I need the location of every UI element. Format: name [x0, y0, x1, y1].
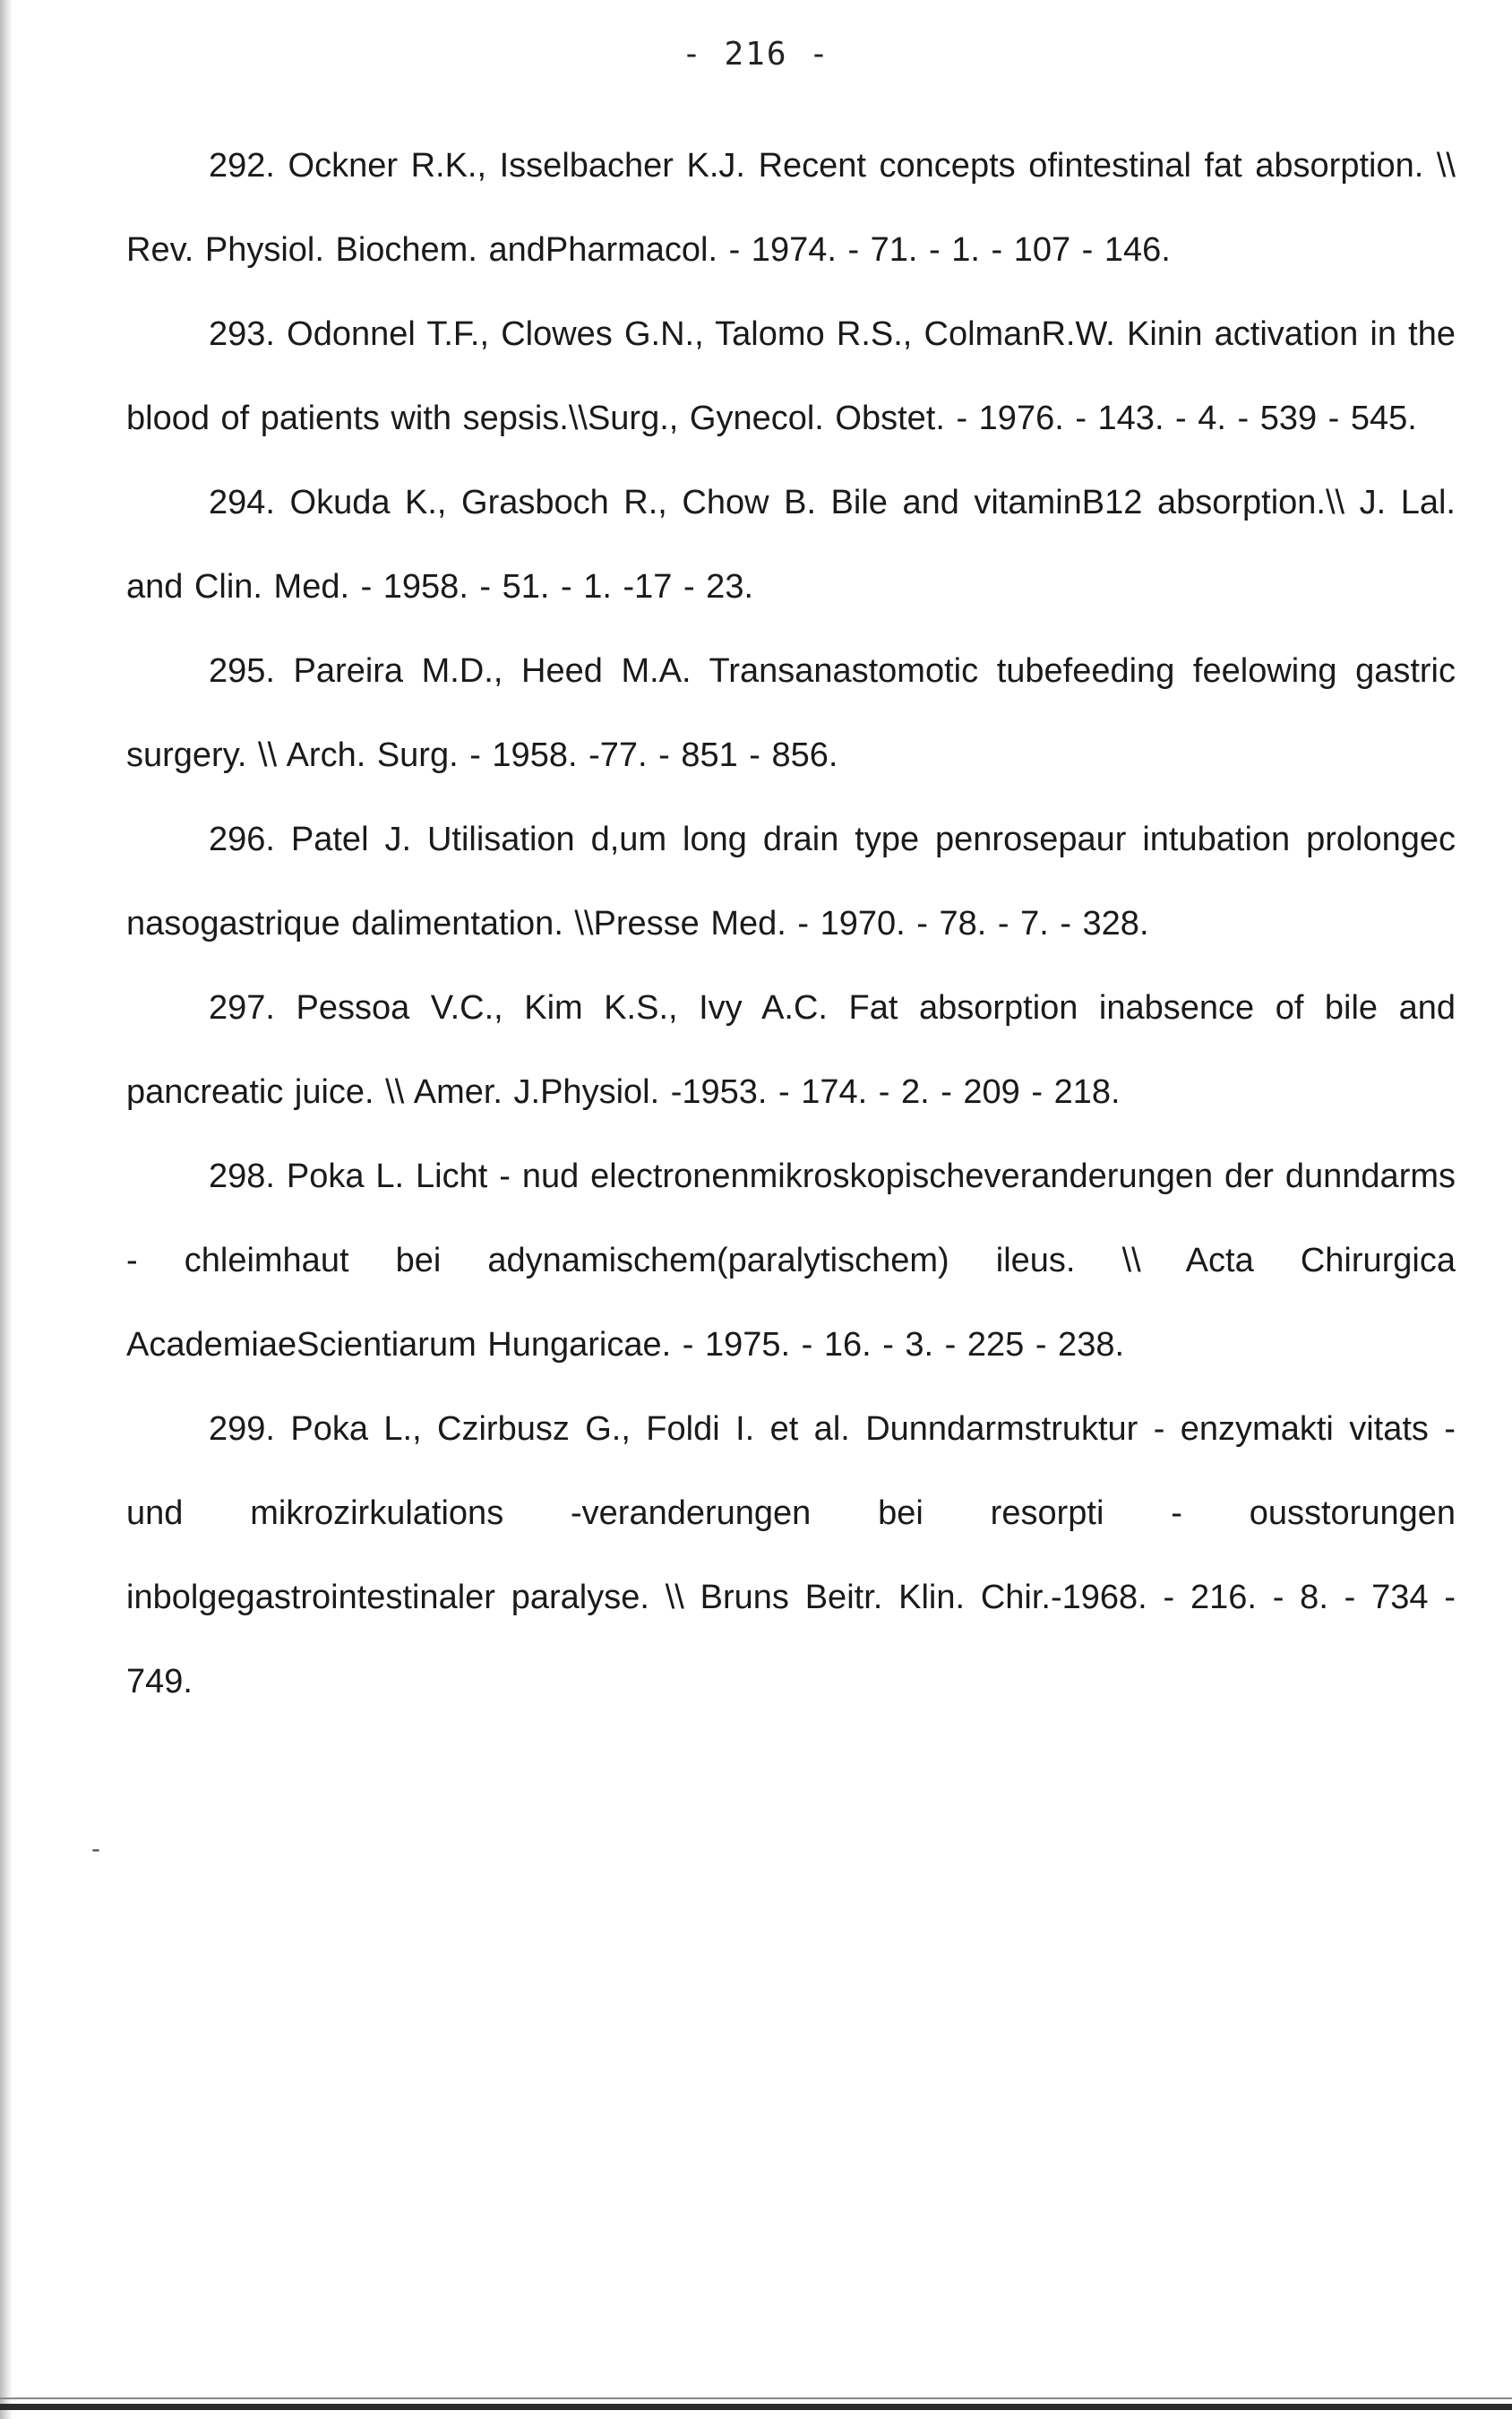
reference-item-292: 292. Ockner R.K., Isselbacher K.J. Recent concepts ofintestinal fat absorption. \\ Rev. Physiol. Biochem. andPharmacol. - 1974. - 71. - 1. - 107 - 146. [126, 147, 1456, 269]
reference-item-298: 298. Poka L. Licht - nud electronenmikroskopischeveranderungen der dunndarms - chleimhaut bei adynamischem(paralytischem) ileus. \\ Acta Chirurgica AcademiaeScientiarum Hungaricae. - 1975. - 16. - 3. - 225 - 238. [126, 1158, 1456, 1364]
margin-mark: - [91, 1834, 100, 1864]
reference-list [126, 124, 1456, 1724]
reference-item-297: 297. Pessoa V.C., Kim K.S., Ivy A.C. Fat absorption inabsence of bile and pancreatic juice. \\ Amer. J.Physiol. -1953. - 174. - 2. - 209 - 218. [126, 989, 1456, 1111]
reference-item-299: 299. Poka L., Czirbusz G., Foldi I. et al. Dunndarmstruktur - enzymakti vitats - und mikrozirkulations -veranderungen bei resorpti - ousstorungen inbolgegastrointestinaler paralyse. \\ Bruns Beitr. Klin. Chir.-1968. - 216. - 8. - 734 - 749. [126, 1410, 1456, 1700]
reference-item-296: 296. Patel J. Utilisation d,um long drain type penrosepaur intubation prolongec nasogastrique dalimentation. \\Presse Med. - 1970. - 78. - 7. - 328. [126, 821, 1456, 943]
reference-item-295: 295. Pareira M.D., Heed M.A. Transanastomotic tubefeeding feelowing gastric surgery. \\ Arch. Surg. - 1958. -77. - 851 - 856. [126, 652, 1456, 774]
scan-bottom-edge [0, 2404, 1512, 2410]
page-number: - 216 - [682, 36, 830, 73]
scan-edge-shadow [0, 0, 13, 2419]
reference-item-294: 294. Okuda K., Grasboch R., Chow B. Bile and vitaminB12 absorption.\\ J. Lal. and Clin. Med. - 1958. - 51. - 1. -17 - 23. [126, 484, 1456, 606]
scan-bottom-edge-thin [0, 2397, 1512, 2399]
reference-item-293: 293. Odonnel T.F., Clowes G.N., Talomo R.S., ColmanR.W. Kinin activation in the blood of patients with sepsis.\\Surg., Gynecol. Obstet. - 1976. - 143. - 4. - 539 - 545. [126, 315, 1456, 437]
